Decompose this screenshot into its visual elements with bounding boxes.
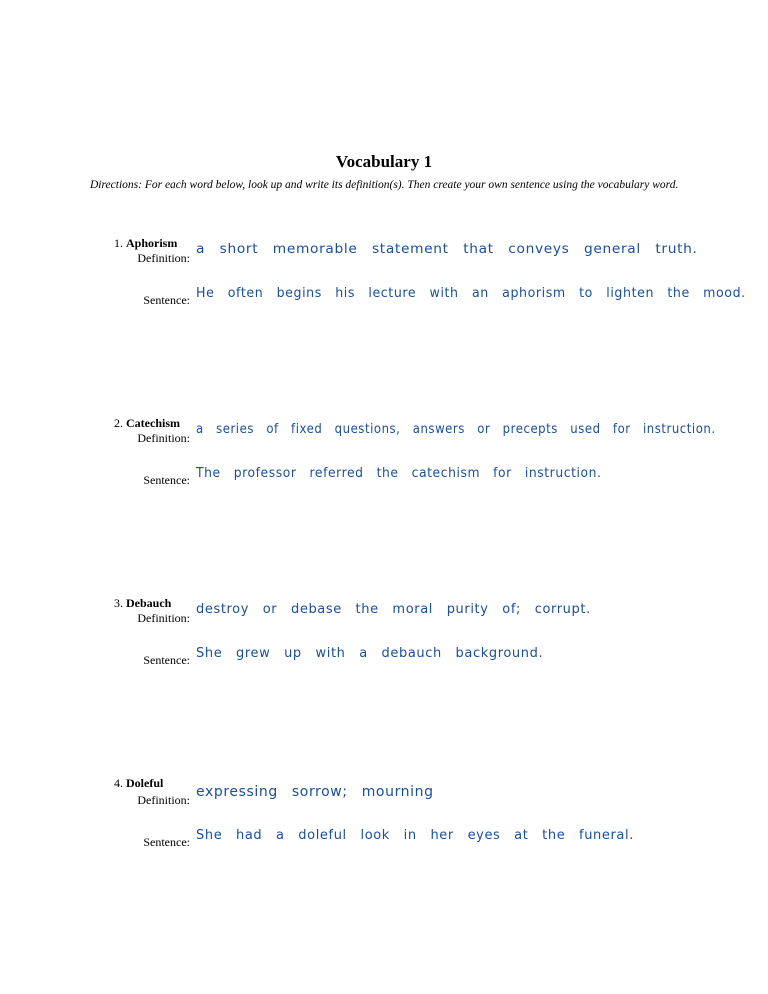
entry-number: 4.	[114, 776, 123, 790]
entry-word: Debauch	[126, 596, 172, 610]
definition-answer: expressing sorrow; mourning	[196, 784, 434, 800]
entry-word: Doleful	[126, 776, 164, 790]
page-title: Vocabulary 1	[335, 152, 433, 171]
entry-word: Catechism	[126, 416, 180, 430]
sentence-label: Sentence:	[143, 473, 190, 487]
definition-answer: a short memorable statement that conveys general truth.	[196, 242, 698, 257]
vocab-entry	[114, 416, 734, 487]
entry-number: 2.	[114, 416, 123, 430]
directions-text: Directions: For each word below, look up and write its definition(s). Then create your own sentence using the vocabulary word.	[90, 179, 679, 191]
vocab-entry	[114, 236, 746, 307]
entry-number: 3.	[114, 596, 123, 610]
sentence-answer: She had a doleful look in her eyes at the funeral.	[196, 828, 634, 843]
sentence-answer: She grew up with a debauch background.	[196, 646, 544, 661]
entry-word: Aphorism	[126, 236, 178, 250]
vocab-entry	[114, 776, 734, 849]
definition-label: Definition:	[137, 251, 190, 265]
definition-answer: destroy or debase the moral purity of; corrupt.	[196, 602, 591, 617]
definition-label: Definition:	[137, 611, 190, 625]
sentence-answer: The professor referred the catechism for instruction.	[196, 466, 602, 481]
sentence-answer: He often begins his lecture with an aphorism to lighten the mood.	[196, 286, 746, 301]
sentence-label: Sentence:	[143, 835, 190, 849]
definition-label: Definition:	[137, 793, 190, 807]
entry-number: 1.	[114, 236, 123, 250]
vocab-entry	[114, 596, 734, 667]
definition-answer: a series of fixed questions, answers or precepts used for instruction.	[196, 422, 716, 437]
definition-label: Definition:	[137, 431, 190, 445]
sentence-label: Sentence:	[143, 653, 190, 667]
sentence-label: Sentence:	[143, 293, 190, 307]
